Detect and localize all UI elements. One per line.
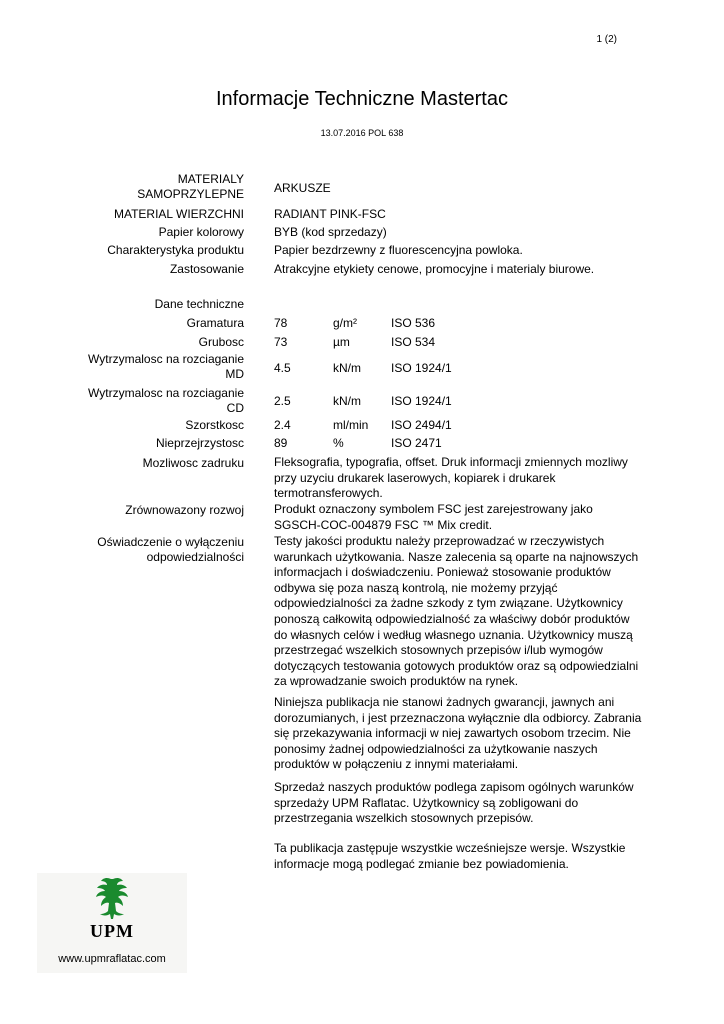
page-number: 1 (2)	[596, 34, 617, 45]
website-link[interactable]: www.upmraflatac.com	[58, 953, 166, 965]
face-material-value: RADIANT PINK-FSC	[274, 207, 386, 221]
upm-logo	[37, 873, 187, 973]
upm-griffin-icon	[89, 875, 135, 923]
disclaimer-label: Oświadczenie o wyłączeniu odpowiedzialności	[97, 535, 244, 564]
application-value: Atrakcyjne etykiety cenowe, promocyjne i materialy biurowe.	[274, 262, 595, 276]
color-paper-value: BYB (kod sprzedazy)	[274, 225, 387, 239]
technical-section-label: Dane techniczne	[154, 297, 244, 311]
document-title: Informacje Techniczne Mastertac	[216, 88, 508, 110]
materials-label: MATERIALY SAMOPRZYLEPNE	[137, 172, 244, 201]
printability-label: Mozliwosc zadruku	[142, 456, 244, 470]
disclaimer-paragraph-2: Niniejsza publikacja nie stanowi żadnych gwarancji, jawnych ani dorozumianych, i jest przeznaczona wyłącznie dla odbiorcy. Zabrania się przekazywania informacji w niej zawartych osobom trzecim. Nie ponosimy żadnej odpowiedzialności za użytkowanie naszych produktów w połączeniu z innymi materiałami.	[274, 695, 642, 772]
disclaimer-paragraph-4: Ta publikacja zastępuje wszystkie wcześniejsze wersje. Wszystkie informacje mogą podlegać zmianie bez powiadomienia.	[274, 841, 626, 871]
disclaimer-paragraph-1: Testy jakości produktu należy przeprowadzać w rzeczywistych warunkach użytkowania. Nasze zalecenia są oparte na najnowszych informacjach i doświadczeniu. Ponieważ stosowanie produktów odbywa się poza naszą kontrolą, nie możemy przyjąć odpowiedzialności za żadne szkody z tym związane. Użytkownicy ponoszą całkowitą odpowiedzialność za właściwy dobór produktów do własnych celów i według własnego uznania. Użytkownicy muszą przestrzegać wszelkich stosownych przepisów i/lub wymogów dotyczących testowania gotowych produktów oraz są odpowiedzialni za wprowadzanie swoich produktów na rynek.	[274, 534, 639, 689]
printability-text: Fleksografia, typografia, offset. Druk informacji zmiennych mozliwy przy uzyciu drukarek laserowych, kopiarek i drukarek termotransferowych.	[274, 455, 628, 501]
sustainability-text: Produkt oznaczony symbolem FSC jest zarejestrowany jako SGSCH-COC-004879 FSC ™ Mix credit.	[274, 502, 593, 532]
application-label: Zastosowanie	[169, 262, 244, 276]
document-reference: 13.07.2016 POL 638	[320, 128, 404, 138]
materials-value: ARKUSZE	[274, 181, 331, 195]
product-char-value: Papier bezdrzewny z fluorescencyjna powloka.	[274, 243, 523, 257]
disclaimer-paragraph-3: Sprzedaż naszych produktów podlega zapisom ogólnych warunków sprzedaży UPM Raflatac. Użytkownicy są zobligowani do przestrzegania wszelkich stosownych przepisów.	[274, 780, 634, 826]
color-paper-label: Papier kolorowy	[158, 225, 244, 239]
upm-logo-text: UPM	[90, 921, 134, 941]
sustainability-label: Zrównowazony rozwoj	[125, 503, 244, 517]
product-char-label: Charakterystyka produktu	[107, 243, 244, 257]
face-material-label: MATERIAL WIERZCHNI	[113, 207, 244, 221]
